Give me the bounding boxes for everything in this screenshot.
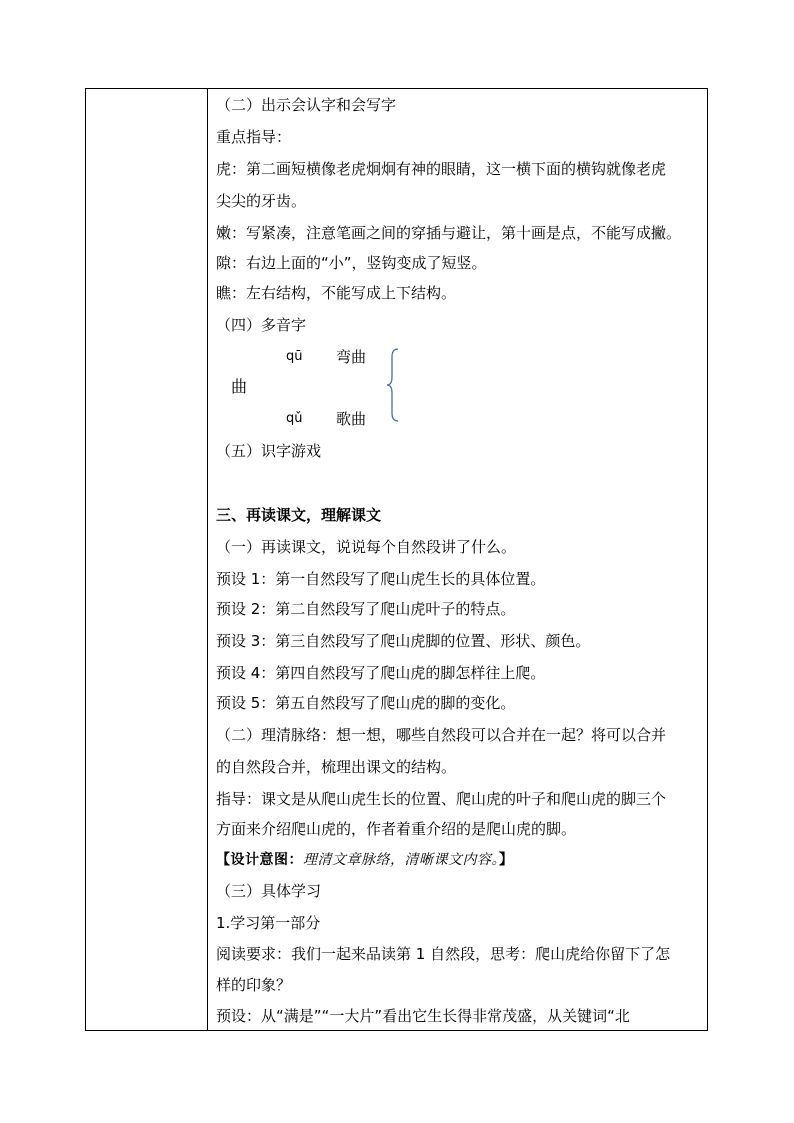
paragraph-line: （二）理清脉络：想一想，哪些自然段可以合并在一起？将可以合并 (216, 726, 667, 744)
brace-icon (386, 347, 400, 423)
paragraph-line: 的自然段合并，梳理出课文的结构。 (216, 758, 457, 776)
paragraph-line: 方面来介绍爬山虎的，作者着重介绍的是爬山虎的脚。 (216, 820, 577, 838)
paragraph-line: 样的印象？ (216, 976, 292, 994)
paragraph-line: 嫩：写紧凑，注意笔画之间的穿插与避让，第十画是点，不能写成撇。 (216, 224, 682, 242)
paragraph-line: 阅读要求：我们一起来品读第 1 自然段，思考：爬山虎给你留下了怎 (216, 945, 671, 963)
paragraph-line: 预设 1：第一自然段写了爬山虎生长的具体位置。 (216, 570, 546, 588)
paragraph-line: 尖尖的牙齿。 (216, 192, 307, 210)
section-heading: （四）多音字 (216, 316, 307, 334)
paragraph-line: 预设：从“满是”“一大片”看出它生长得非常茂盛，从关键词“北 (216, 1007, 630, 1025)
pinyin-reading: qǔ (286, 411, 303, 426)
paragraph-line: 虎：第二画短横像老虎炯炯有神的眼睛，这一横下面的横钩就像老虎 (216, 160, 667, 178)
column-divider (207, 89, 208, 1030)
section-heading: （二）出示会认字和会写字 (216, 96, 397, 114)
lesson-table (85, 88, 708, 1031)
pinyin-reading: qū (286, 349, 303, 364)
paragraph-line: 隙：右边上面的“小”，竖钩变成了短竖。 (216, 254, 487, 272)
polyphone-word: 歌曲 (336, 410, 367, 428)
paragraph-line: 瞧：左右结构，不能写成上下结构。 (216, 284, 457, 302)
paragraph-line: （一）再读课文，说说每个自然段讲了什么。 (216, 538, 517, 556)
paragraph-line: 预设 3：第三自然段写了爬山虎脚的位置、形状、颜色。 (216, 632, 591, 650)
design-intent-note (216, 850, 514, 870)
paragraph-line: 指导：课文是从爬山虎生长的位置、爬山虎的叶子和爬山虎的脚三个 (216, 790, 667, 808)
paragraph-line: 1.学习第一部分 (216, 914, 321, 932)
note-close: 】 (499, 852, 514, 868)
paragraph-line: 预设 5：第五自然段写了爬山虎的脚的变化。 (216, 694, 516, 712)
note-body: 理清文章脉络，清晰课文内容。 (303, 852, 499, 868)
section-heading: （五）识字游戏 (216, 442, 322, 460)
section-title: 三、再读课文，理解课文 (216, 506, 382, 524)
polyphone-word: 弯曲 (336, 348, 367, 366)
paragraph-line: 预设 4：第四自然段写了爬山虎的脚怎样往上爬。 (216, 664, 546, 682)
paragraph-line: 预设 2：第二自然段写了爬山虎叶子的特点。 (216, 600, 516, 618)
section-heading: （三）具体学习 (216, 882, 322, 900)
note-open: 【设计意图： (216, 852, 303, 868)
polyphone-char: 曲 (231, 377, 248, 396)
paragraph-line: 重点指导： (216, 128, 292, 146)
